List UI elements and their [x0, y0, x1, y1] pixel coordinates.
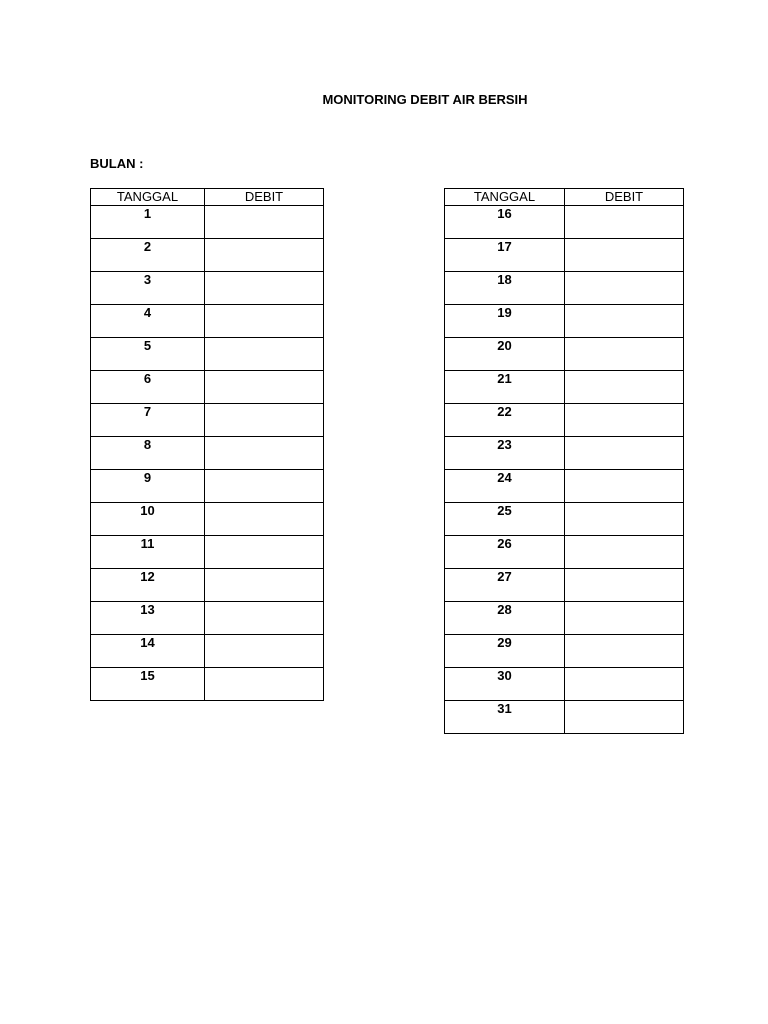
- table-row: [445, 470, 684, 503]
- table-row: [91, 371, 324, 404]
- header-debit: DEBIT: [205, 189, 324, 206]
- table-row: [445, 437, 684, 470]
- date-cell: 11: [91, 536, 205, 569]
- date-cell: 21: [445, 371, 565, 404]
- table-row: [91, 635, 324, 668]
- debit-value-cell: [205, 602, 324, 635]
- table-row: [445, 569, 684, 602]
- date-cell: 18: [445, 272, 565, 305]
- date-cell: 5: [91, 338, 205, 371]
- date-cell: 28: [445, 602, 565, 635]
- date-cell: 1: [91, 206, 205, 239]
- table-row: [445, 536, 684, 569]
- table-row: [91, 503, 324, 536]
- date-cell: 30: [445, 668, 565, 701]
- header-tanggal: TANGGAL: [91, 189, 205, 206]
- date-cell: 15: [91, 668, 205, 701]
- debit-value-cell: [565, 635, 684, 668]
- debit-value-cell: [565, 206, 684, 239]
- table-row: [445, 272, 684, 305]
- header-tanggal: TANGGAL: [445, 189, 565, 206]
- debit-value-cell: [205, 404, 324, 437]
- date-cell: 20: [445, 338, 565, 371]
- month-label: BULAN :: [90, 156, 144, 171]
- debit-value-cell: [565, 536, 684, 569]
- table-row: [91, 206, 324, 239]
- table-row: [91, 536, 324, 569]
- table-row: [91, 239, 324, 272]
- date-cell: 8: [91, 437, 205, 470]
- table-row: [445, 602, 684, 635]
- date-cell: 31: [445, 701, 565, 734]
- table-row: [445, 305, 684, 338]
- table-row: [91, 272, 324, 305]
- table-row: [445, 239, 684, 272]
- header-debit: DEBIT: [565, 189, 684, 206]
- debit-value-cell: [565, 470, 684, 503]
- debit-value-cell: [205, 536, 324, 569]
- date-cell: 13: [91, 602, 205, 635]
- debit-value-cell: [565, 371, 684, 404]
- debit-table-right: [444, 188, 684, 734]
- debit-value-cell: [205, 305, 324, 338]
- debit-value-cell: [565, 305, 684, 338]
- debit-value-cell: [205, 338, 324, 371]
- table-row: [91, 668, 324, 701]
- debit-value-cell: [565, 503, 684, 536]
- date-cell: 26: [445, 536, 565, 569]
- table-row: [91, 305, 324, 338]
- debit-value-cell: [565, 602, 684, 635]
- date-cell: 6: [91, 371, 205, 404]
- table-row: [445, 206, 684, 239]
- debit-value-cell: [565, 272, 684, 305]
- table-row: [91, 470, 324, 503]
- date-cell: 14: [91, 635, 205, 668]
- date-cell: 12: [91, 569, 205, 602]
- table-row: [445, 701, 684, 734]
- date-cell: 17: [445, 239, 565, 272]
- table-row: [91, 569, 324, 602]
- debit-value-cell: [205, 470, 324, 503]
- date-cell: 24: [445, 470, 565, 503]
- date-cell: 2: [91, 239, 205, 272]
- debit-value-cell: [565, 569, 684, 602]
- debit-value-cell: [205, 437, 324, 470]
- date-cell: 25: [445, 503, 565, 536]
- table-row: [91, 404, 324, 437]
- date-cell: 29: [445, 635, 565, 668]
- debit-value-cell: [565, 437, 684, 470]
- debit-value-cell: [565, 338, 684, 371]
- debit-value-cell: [205, 371, 324, 404]
- debit-value-cell: [565, 701, 684, 734]
- date-cell: 9: [91, 470, 205, 503]
- table-row: [445, 404, 684, 437]
- debit-value-cell: [205, 569, 324, 602]
- table-row: [445, 635, 684, 668]
- debit-value-cell: [205, 239, 324, 272]
- table-row: [91, 437, 324, 470]
- debit-value-cell: [205, 668, 324, 701]
- date-cell: 27: [445, 569, 565, 602]
- table-row: [445, 668, 684, 701]
- debit-value-cell: [205, 635, 324, 668]
- debit-value-cell: [565, 404, 684, 437]
- table-row: [445, 371, 684, 404]
- debit-value-cell: [565, 668, 684, 701]
- debit-table-left: [90, 188, 324, 701]
- table-row: [91, 602, 324, 635]
- table-row: [445, 338, 684, 371]
- table-row: [91, 338, 324, 371]
- date-cell: 19: [445, 305, 565, 338]
- table-header-row: [91, 189, 324, 206]
- date-cell: 7: [91, 404, 205, 437]
- date-cell: 4: [91, 305, 205, 338]
- table-row: [445, 503, 684, 536]
- date-cell: 10: [91, 503, 205, 536]
- page-title: MONITORING DEBIT AIR BERSIH: [322, 92, 528, 107]
- debit-value-cell: [205, 503, 324, 536]
- date-cell: 22: [445, 404, 565, 437]
- date-cell: 23: [445, 437, 565, 470]
- debit-value-cell: [205, 272, 324, 305]
- debit-value-cell: [565, 239, 684, 272]
- table-header-row: [445, 189, 684, 206]
- date-cell: 16: [445, 206, 565, 239]
- debit-value-cell: [205, 206, 324, 239]
- date-cell: 3: [91, 272, 205, 305]
